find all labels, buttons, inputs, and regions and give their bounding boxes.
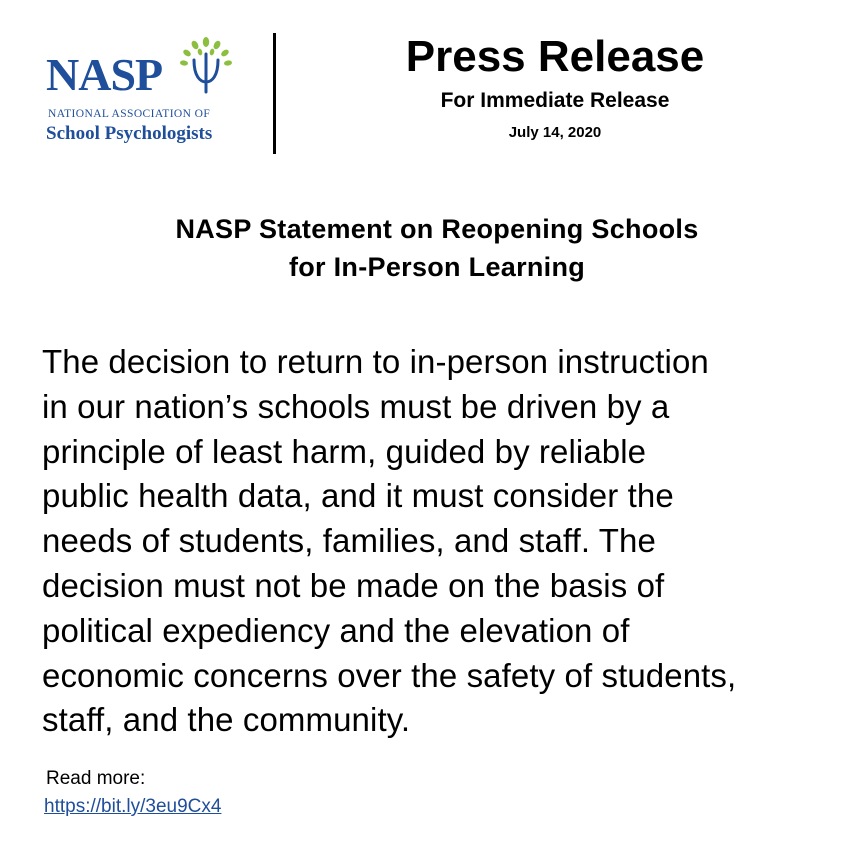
statement-body (42, 340, 852, 743)
body-line: staff, and the community. (42, 701, 411, 739)
psi-tree-icon (176, 36, 236, 96)
body-line: needs of students, families, and staff. The (42, 522, 656, 560)
logo-tagline-line2: School Psychologists (46, 123, 213, 144)
statement-title (0, 210, 864, 286)
body-line: decision must not be made on the basis of (42, 566, 665, 604)
press-release-title: Press Release (405, 32, 705, 81)
nasp-logo (44, 34, 244, 154)
release-date: July 14, 2020 (508, 124, 602, 141)
body-line: The decision to return to in-person instruction (42, 343, 709, 380)
immediate-release-label: For Immediate Release (440, 89, 670, 112)
press-header (330, 30, 780, 148)
body-line: economic concerns over the safety of students, (42, 656, 737, 694)
read-more-link[interactable]: https://bit.ly/3eu9Cx4 (44, 796, 222, 817)
logo-tagline-line1: NATIONAL ASSOCIATION OF (48, 108, 211, 120)
statement-title-line: for In-Person Learning (288, 252, 586, 282)
logo-wordmark: NASP (46, 49, 163, 100)
body-line: political expediency and the elevation of (42, 611, 630, 649)
header-divider (273, 33, 276, 154)
body-line: principle of least harm, guided by reliable (42, 432, 647, 470)
statement-title-line: NASP Statement on Reopening Schools (175, 214, 699, 244)
read-more-label: Read more: (46, 768, 146, 789)
body-line: in our nation’s schools must be driven by a (42, 387, 670, 425)
body-line: public health data, and it must consider the (42, 477, 674, 515)
